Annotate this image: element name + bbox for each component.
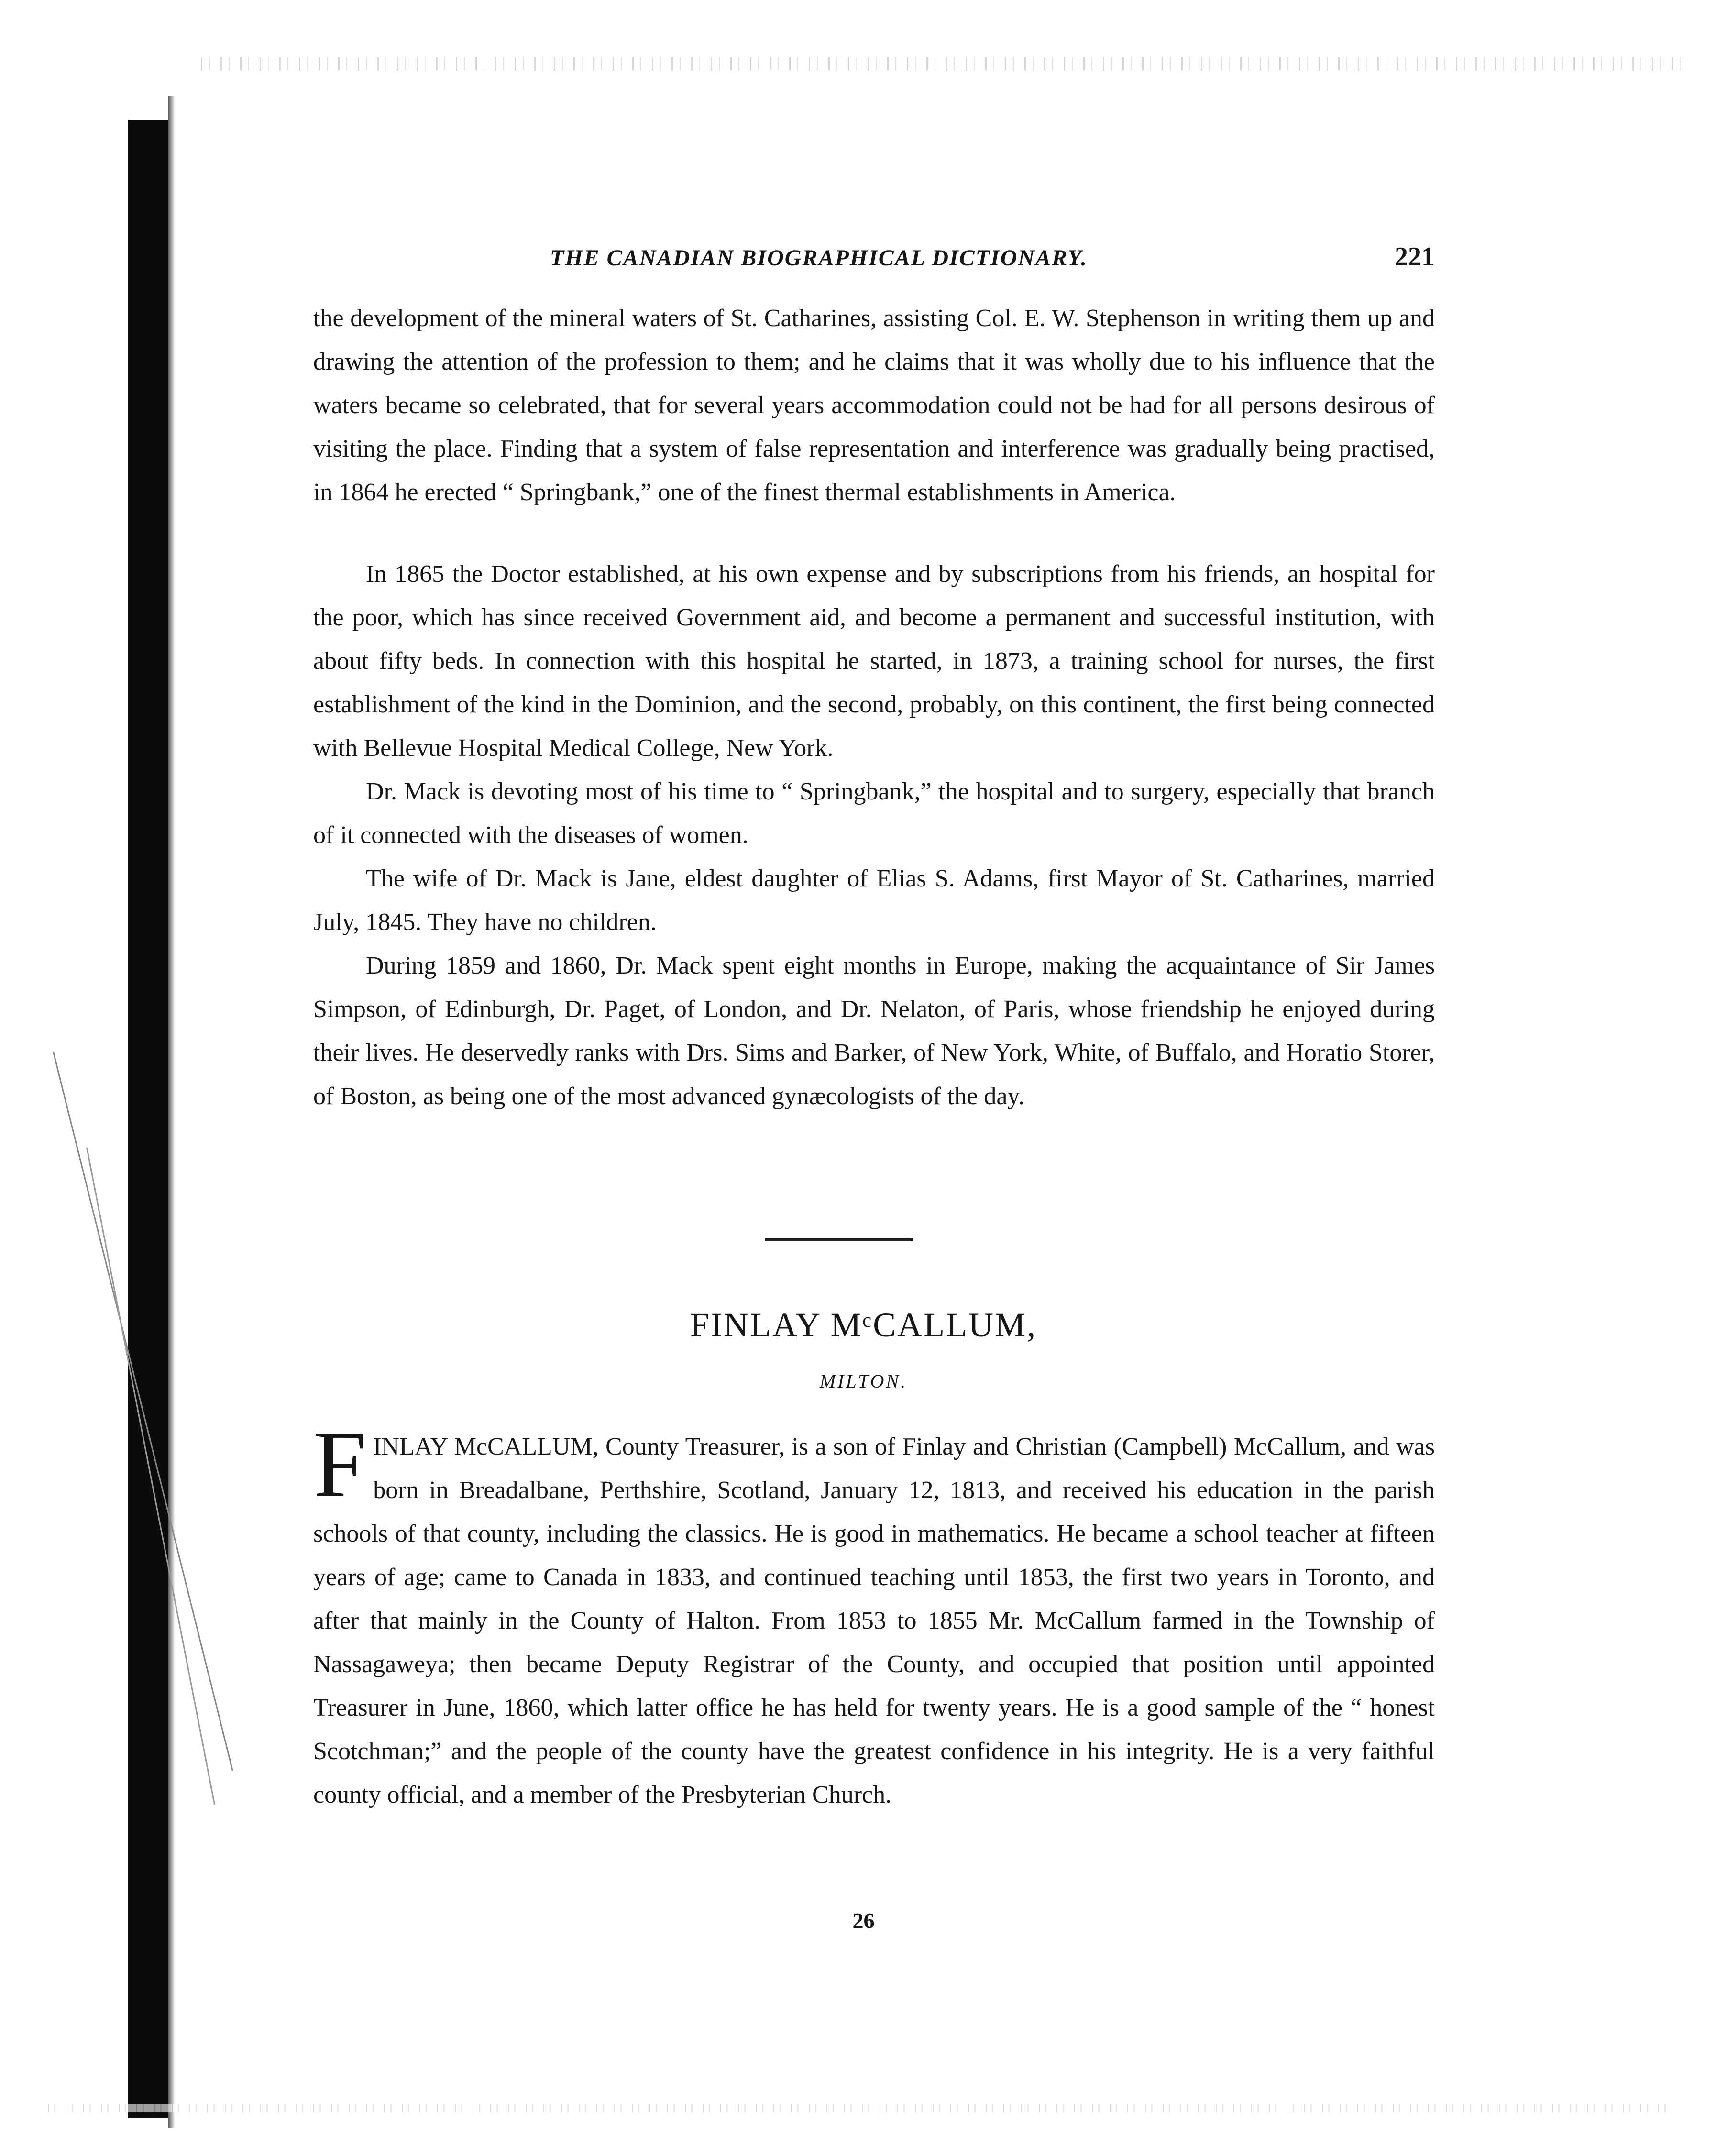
paragraph: During 1859 and 1860, Dr. Mack spent eight months in Europe, making the acquaintance of Sir James Simpson, of Edinburgh, Dr. Paget, of London, and Dr. Nelaton, of Paris, whose friendship he enjoyed during their lives. He deservedly ranks with Drs. Sims and Barker, of New York, White, of Buffalo, and Horatio Storer, of Boston, as being one of the most advanced gynæcologists of the day. [313,952,1435,1110]
scan-noise-top [201,57,1683,71]
page-header [550,241,1435,275]
paragraph: The wife of Dr. Mack is Jane, eldest daughter of Elias S. Adams, first Mayor of St. Catharines, married July, 1845. They have no children. [313,865,1435,936]
running-head: THE CANADIAN BIOGRAPHICAL DICTIONARY. [550,245,1088,271]
paragraph: In 1865 the Doctor established, at his own expense and by subscriptions from his friends, an hospital for the poor, which has since received Government aid, and become a permanent and successful institution, with about fifty beds. In connection with this hospital he started, in 1873, a training school for nurses, the first establishment of the kind in the Dominion, and the second, probably, on this continent, the first being connected with Bellevue Hospital Medical College, New York. [313,560,1435,762]
entry-body [313,1412,1435,1817]
signature-mark: 26 [852,1908,875,1933]
paragraph: INLAY McCALLUM, County Treasurer, is a son of Finlay and Christian (Campbell) McCallum, and was born in Breadalbane, Perthshire, Scotland, January 12, 1813, and received his education in the parish schools of that county, including the classics. He is good in mathematics. He became a school teacher at fifteen years of age; came to Canada in 1833, and continued teaching until 1853, the first two years in Toronto, and after that mainly in the County of Halton. From 1853 to 1855 Mr. McCallum farmed in the Township of Nassagaweya; then became Deputy Registrar of the County, and occupied that position until appointed Treasurer in June, 1860, which latter office he has held for twenty years. He is a good sample of the “ honest Scotchman;” and the people of the county have the greatest confidence in his integrity. He is a very faithful county official, and a member of the Presbyterian Church. [313,1433,1435,1808]
entry-place: MILTON. [819,1370,908,1392]
entry-name: FINLAY MᶜCALLUM, [690,1306,1037,1344]
binding-edge [168,96,175,2128]
binding-shadow [128,120,168,2118]
section-divider [765,1238,913,1241]
continuation-paragraph [313,296,1435,514]
page-number: 221 [1395,242,1435,272]
paragraph: the development of the mineral waters of St. Catharines, assisting Col. E. W. Stephenson in writing them up and drawing the attention of the profession to them; and he claims that it was wholly due to his influence that the waters became so celebrated, that for several years accommodation could not be had for all persons desirous of visiting the place. Finding that a system of false representation and interference was gradually being practised, in 1864 he erected “ Springbank,” one of the finest thermal establishments in America. [313,305,1435,506]
continuation-body [313,552,1435,1118]
drop-cap: F [313,1412,367,1517]
paragraph: Dr. Mack is devoting most of his time to “ Springbank,” the hospital and to surgery, especially that branch of it connected with the diseases of women. [313,778,1435,849]
scan-noise-bottom [48,2104,1674,2112]
